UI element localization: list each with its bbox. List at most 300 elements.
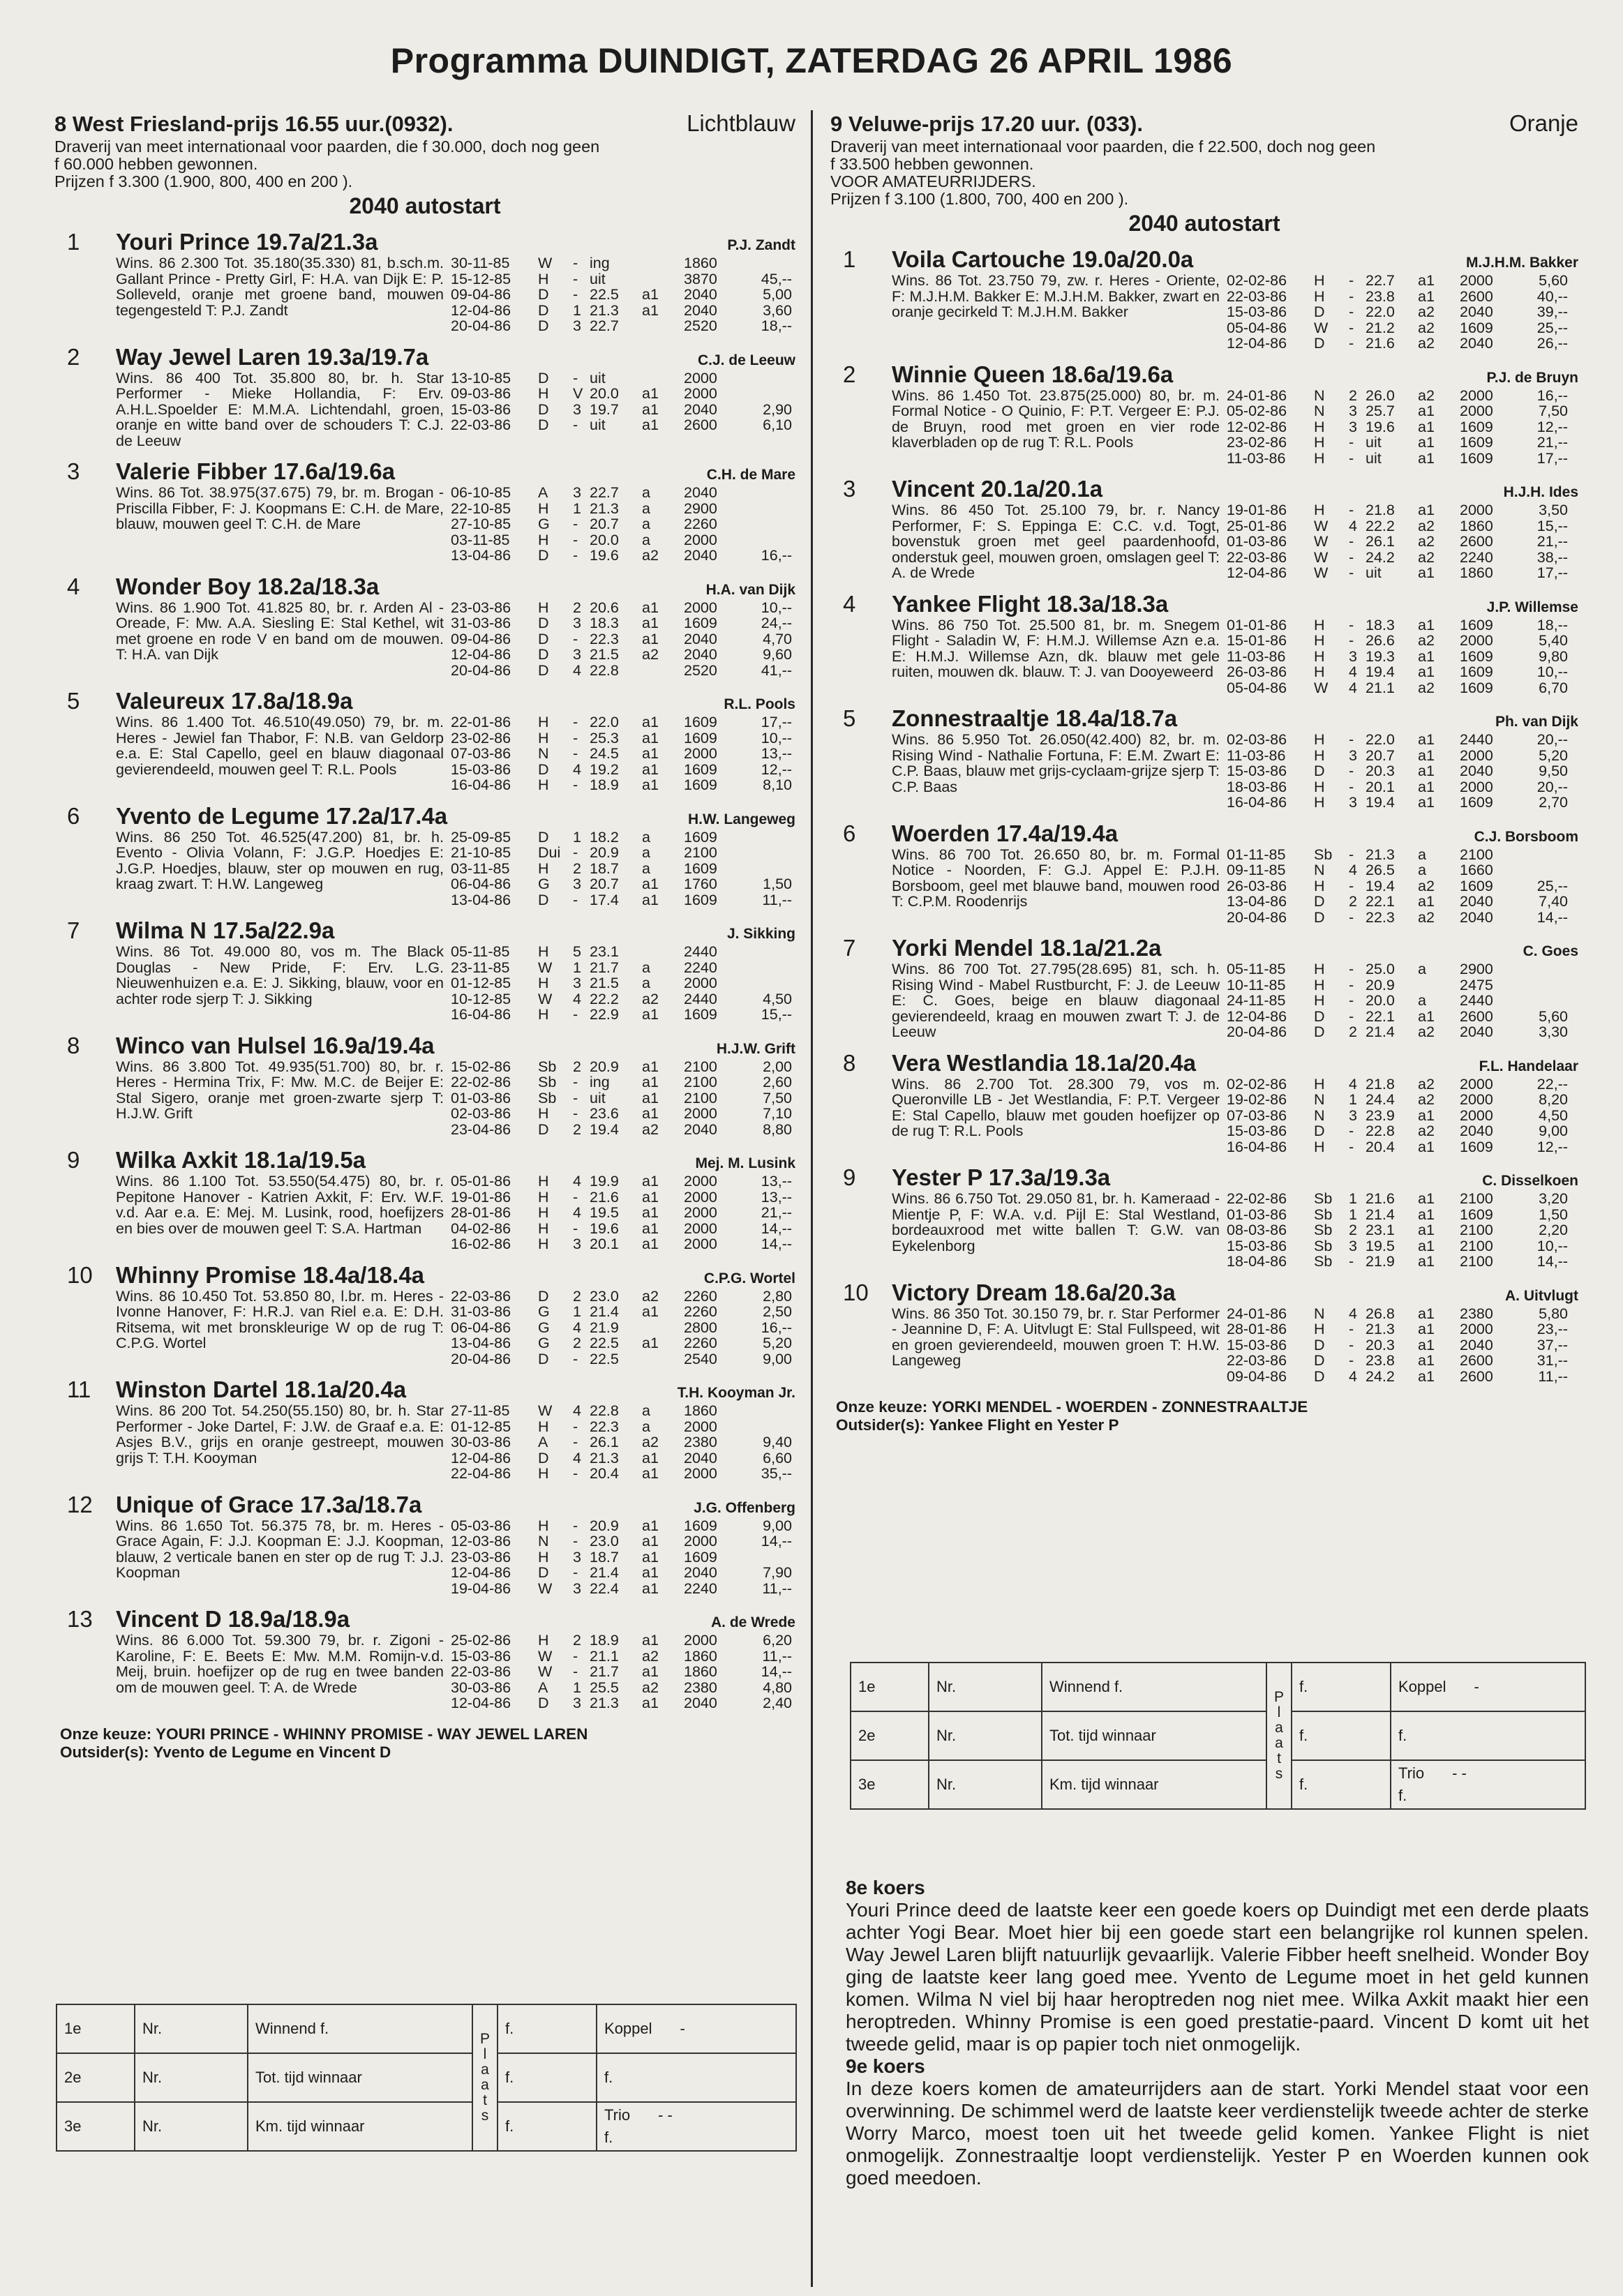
result-cell: 2040 (1460, 763, 1493, 779)
commentary (846, 1877, 1589, 2189)
race-header (830, 110, 1578, 137)
result-cell: 06-04-86 (451, 876, 511, 892)
horse-name: Way Jewel Laren 19.3a/19.7a (116, 343, 429, 370)
horse-name: Vincent D 18.9a/18.9a (116, 1606, 350, 1632)
result-cell: 7,40 (1539, 893, 1568, 910)
horse-title-row (116, 573, 795, 600)
result-cell: 21.3 (590, 1695, 619, 1711)
result-cell: a1 (642, 1105, 659, 1122)
result-cell: D (1314, 303, 1325, 320)
bet-right-cell (1391, 1663, 1585, 1711)
result-cell: 1 (573, 1303, 581, 1320)
horse-body (116, 1403, 795, 1482)
result-cell: 22.3 (590, 1418, 619, 1435)
result-cell: 2440 (684, 943, 717, 960)
horse-name: Winston Dartel 18.1a/20.4a (116, 1376, 407, 1402)
result-cell: 11-03-86 (1227, 746, 1286, 764)
result-cell: 12,-- (1536, 418, 1568, 435)
result-cell: - (1349, 1336, 1354, 1353)
result-cell: a (642, 500, 650, 517)
result-cell: 2440 (1460, 992, 1493, 1009)
result-cell: 15-03-86 (451, 400, 511, 418)
result-cell: 12,-- (1536, 1138, 1568, 1155)
horse-body (892, 1191, 1578, 1270)
result-cell: 22-03-86 (1227, 287, 1287, 305)
result-row (451, 830, 792, 846)
result-cell: D (538, 400, 549, 418)
result-row (1227, 1123, 1568, 1139)
result-cell: 10-11-85 (1227, 976, 1286, 993)
result-cell: 18.7 (590, 1548, 619, 1566)
result-cell: 20,-- (1536, 778, 1568, 795)
horse-name: Vera Westlandia 18.1a/20.4a (892, 1049, 1197, 1076)
horse-body (116, 1059, 795, 1138)
result-cell: 22.5 (590, 1335, 619, 1351)
bet-table-race-8 (56, 2004, 797, 2152)
bet-right-dash: - (1474, 1678, 1479, 1695)
result-cell: 17.4 (590, 891, 619, 908)
result-cell: - (1349, 434, 1354, 451)
result-row (1227, 1337, 1568, 1353)
result-cell: - (573, 369, 578, 387)
horse-number: 5 (67, 688, 80, 714)
result-cell: 2000 (684, 1465, 717, 1482)
bet-right-label: f. (604, 2069, 613, 2086)
result-cell: 19-01-86 (1227, 502, 1287, 518)
result-row (451, 255, 792, 271)
horse-trainer: P.J. Zandt (727, 237, 795, 253)
result-row (451, 1434, 792, 1450)
result-cell: 24-01-86 (1227, 1305, 1287, 1322)
result-cell: H (538, 500, 549, 517)
result-cell: 19.7 (590, 400, 619, 418)
result-cell: - (573, 1188, 578, 1206)
result-cell: 07-03-86 (1227, 1106, 1287, 1124)
result-cell: Sb (1314, 1237, 1333, 1254)
result-cell: - (1349, 1352, 1354, 1369)
result-cell: 20.0 (590, 531, 619, 548)
horse-title-row (116, 1606, 795, 1633)
result-cell: 02-02-86 (1227, 272, 1287, 289)
result-cell: 21.4 (590, 1564, 619, 1581)
bet-right-label: f. (1398, 1727, 1407, 1744)
result-cell: 26-03-86 (1227, 663, 1287, 680)
result-cell: 19.3 (1366, 647, 1395, 665)
result-cell: 1 (1349, 1190, 1357, 1207)
result-cell: 16-04-86 (451, 1006, 511, 1023)
horse-description: Wins. 86 6.000 Tot. 59.300 79, br. r. Zigoni - Karoline, F: E. Beets E: Mw. M.M. Romijn-v.d. Meij, bruin. hoefijzer op de rug en twee banden om de mouwen geel. T: A. de Wrede (116, 1632, 444, 1696)
horse-number: 7 (843, 935, 856, 961)
result-cell: a1 (642, 1548, 659, 1566)
result-row (1227, 534, 1568, 550)
result-cell: 3 (573, 1580, 581, 1597)
result-cell (750, 975, 792, 991)
result-cell: 2100 (684, 1074, 717, 1090)
result-cell: 15-03-86 (1227, 1336, 1287, 1353)
bet-row (57, 2102, 796, 2151)
result-cell: 4 (573, 1173, 581, 1190)
result-cell: N (1314, 1091, 1325, 1108)
result-row (451, 548, 792, 564)
horse-number: 4 (67, 573, 80, 599)
result-cell: 20.0 (1366, 992, 1395, 1009)
result-row (1227, 451, 1568, 467)
result-cell: 21.8 (1366, 502, 1395, 518)
result-cell: - (573, 1465, 578, 1482)
result-cell: D (538, 760, 549, 778)
result-cell: - (1349, 287, 1354, 305)
horse-entry (54, 1606, 795, 1711)
result-cell: W (538, 990, 553, 1007)
result-cell: 14,-- (761, 1533, 792, 1550)
result-row (451, 303, 792, 319)
result-cell: 26.1 (1366, 533, 1395, 550)
result-cell: 1860 (1460, 517, 1493, 534)
result-cell: 22.0 (590, 714, 619, 730)
result-cell: 16,-- (761, 1319, 792, 1336)
result-cell: 26.0 (1366, 387, 1395, 404)
horse-name: Winco van Hulsel 16.9a/19.4a (116, 1032, 435, 1058)
horse-number: 11 (67, 1376, 91, 1402)
result-cell: 2800 (684, 1319, 717, 1336)
result-cell: 18,-- (1536, 616, 1568, 633)
result-cell: 22.4 (590, 1580, 619, 1597)
bet-nr: Nr. (135, 2053, 248, 2102)
result-cell: - (1349, 502, 1354, 518)
result-cell: 24.4 (1366, 1091, 1395, 1108)
result-cell: Sb (1314, 846, 1333, 863)
result-cell: Sb (1314, 1222, 1333, 1238)
result-cell: 12-04-86 (451, 1695, 511, 1711)
result-cell (750, 845, 792, 861)
result-cell: W (1314, 564, 1329, 581)
horse-name: Valeureux 17.8a/18.9a (116, 688, 353, 714)
horse-trainer: C. Goes (1523, 943, 1578, 959)
horse-results (451, 485, 792, 564)
horse-title-row (892, 820, 1578, 847)
result-cell: 26.5 (1366, 862, 1395, 878)
result-cell: 4 (573, 1449, 581, 1466)
bet-trio-f: f. (1398, 1787, 1407, 1804)
horse-number: 5 (843, 705, 856, 731)
page-title: Programma DUINDIGT, ZATERDAG 26 APRIL 1986 (390, 41, 1233, 80)
result-cell: a1 (1418, 1138, 1435, 1155)
result-cell (642, 370, 684, 387)
result-cell: 1609 (1460, 616, 1493, 633)
result-row (451, 417, 792, 433)
result-cell: 20.4 (590, 1465, 619, 1482)
result-cell: 2,00 (763, 1058, 792, 1075)
result-cell: a (642, 975, 650, 991)
result-cell: 2040 (684, 646, 717, 663)
horse-name: Yester P 17.3a/19.3a (892, 1164, 1111, 1190)
result-row (1227, 664, 1568, 680)
bet-label: Tot. tijd winnaar (248, 2053, 472, 2102)
result-cell: 19.6 (1366, 418, 1395, 435)
result-cell: 18-04-86 (1227, 1253, 1287, 1270)
horse-trainer: C.H. de Mare (706, 467, 795, 483)
horse-title-row (892, 246, 1578, 273)
result-row (451, 501, 792, 517)
result-cell: a1 (1418, 893, 1435, 910)
result-cell: a2 (1418, 533, 1435, 550)
result-cell: 3 (1349, 418, 1357, 435)
result-cell: 1609 (684, 714, 717, 730)
result-cell: 22.5 (590, 286, 619, 303)
result-cell (1526, 977, 1568, 993)
result-cell: 2000 (1460, 502, 1493, 518)
result-cell: - (573, 630, 578, 647)
result-cell: 2900 (684, 500, 717, 517)
result-row (451, 271, 792, 287)
horse-trainer: C.J. de Leeuw (697, 352, 795, 368)
result-cell: a1 (642, 599, 659, 616)
result-cell: a1 (1418, 616, 1435, 633)
horse-description: Wins. 86 1.650 Tot. 56.375 78, br. m. Heres - Grace Again, F: J.J. Koopman E: J.J. Koopman, blauw, 2 verticale banen en ster op de rug T: J.J. Koopman (116, 1517, 444, 1581)
our-choice (836, 1398, 1578, 1434)
result-cell: 9,00 (763, 1350, 792, 1367)
result-cell: H (1314, 287, 1325, 305)
result-cell: 2000 (684, 1236, 717, 1252)
horse-entry (830, 476, 1578, 581)
result-cell: D (538, 630, 549, 647)
horse-number: 10 (843, 1279, 869, 1305)
result-cell: 3,60 (763, 301, 792, 319)
result-cell: a1 (1418, 1305, 1435, 1322)
horse-number: 12 (67, 1491, 93, 1517)
result-cell: 1609 (1460, 679, 1493, 696)
result-cell: 21.1 (1366, 679, 1395, 696)
horse-entry (830, 705, 1578, 811)
race-start-type: 2040 autostart (1128, 211, 1280, 236)
result-cell: a2 (1418, 303, 1435, 320)
result-cell: 3 (573, 975, 581, 991)
result-cell: 24-01-86 (1227, 387, 1287, 404)
result-cell: D (538, 1350, 549, 1367)
result-cell: a1 (1418, 272, 1435, 289)
bet-label: Km. tijd winnaar (248, 2102, 472, 2151)
result-cell: a1 (1418, 502, 1435, 518)
result-cell: uit (590, 417, 606, 433)
result-row (451, 631, 792, 647)
horse-number: 2 (843, 361, 856, 387)
result-cell: 2000 (1460, 1075, 1493, 1093)
result-cell: 2040 (1460, 1336, 1493, 1353)
result-cell: 22.3 (1366, 908, 1395, 926)
horse-title-row (892, 1050, 1578, 1076)
race-8-column (54, 110, 795, 1762)
result-cell: 22-02-86 (1227, 1190, 1287, 1207)
horse-description: Wins. 86 3.800 Tot. 49.935(51.700) 80, br. r. Heres - Hermina Trix, F: Mw. M.C. de Beijer E: Stal Sigero, oranje met groen-zwarte sjerp T: H.J.W. Grift (116, 1058, 444, 1122)
result-cell: - (1349, 877, 1354, 894)
result-cell (750, 532, 792, 548)
result-cell: 30-03-86 (451, 1679, 511, 1696)
result-cell: 12-04-86 (1227, 335, 1287, 352)
horse-entry (54, 803, 795, 908)
horse-results (1227, 961, 1568, 1040)
result-cell (750, 501, 792, 517)
result-cell (750, 1550, 792, 1566)
result-cell: 3 (573, 400, 581, 418)
result-cell: 5,60 (1539, 1007, 1568, 1025)
result-cell: a1 (642, 1465, 659, 1482)
result-cell: 1609 (1460, 877, 1493, 894)
result-cell: 2380 (684, 1434, 717, 1450)
result-cell: 3 (573, 1548, 581, 1566)
race-color: Oranje (1509, 110, 1578, 136)
bet-right-dash: - - (1452, 1764, 1467, 1782)
result-cell: 21.3 (590, 301, 619, 319)
result-cell: a1 (1418, 1222, 1435, 1238)
result-cell: 2000 (684, 1418, 717, 1435)
result-cell: 20.7 (1366, 746, 1395, 764)
result-cell: 15,-- (1536, 517, 1568, 534)
race-condition-line: Draverij van meet internationaal voor paarden, die f 30.000, doch nog geen (54, 137, 600, 156)
result-row (451, 1695, 792, 1711)
result-cell: W (1314, 679, 1329, 696)
result-cell: 1 (573, 500, 581, 517)
result-cell: 05-03-86 (451, 1517, 511, 1534)
result-cell: 12-04-86 (451, 1449, 511, 1466)
horse-trainer: J. Sikking (726, 926, 795, 942)
result-row (1227, 680, 1568, 696)
result-cell: 19.6 (590, 1220, 619, 1237)
horse-results (451, 944, 792, 1023)
result-cell: 4 (573, 661, 581, 679)
result-cell: a1 (642, 876, 659, 892)
result-cell: H (538, 729, 549, 746)
result-cell: 4,70 (763, 630, 792, 647)
bet-row (57, 2053, 796, 2102)
result-cell: 2240 (684, 1580, 717, 1597)
result-cell: a2 (642, 1287, 659, 1305)
result-cell: - (573, 1220, 578, 1237)
result-cell: H (538, 531, 549, 548)
result-cell: 22-04-86 (451, 1465, 511, 1482)
result-cell: a1 (642, 1236, 659, 1252)
result-cell: 3870 (684, 270, 717, 287)
horse-results (451, 714, 792, 793)
result-cell: 04-02-86 (451, 1220, 511, 1237)
horse-entry (830, 1050, 1578, 1155)
result-cell: - (573, 1089, 578, 1106)
result-row (451, 516, 792, 532)
result-cell: 22.7 (590, 317, 619, 334)
result-cell: a1 (642, 1058, 659, 1075)
result-row (1227, 1222, 1568, 1238)
result-cell: 25.7 (1366, 403, 1395, 419)
plaats-label: P l a a t s (1266, 1663, 1292, 1809)
result-cell: 21.5 (590, 646, 619, 663)
result-cell: 2040 (1460, 335, 1493, 352)
result-cell: H (538, 270, 549, 287)
result-cell: H (538, 776, 549, 793)
result-cell: 2 (573, 1335, 581, 1351)
result-cell: 2260 (684, 516, 717, 532)
plaats-label: P l a a t s (472, 2004, 498, 2151)
result-cell: 2 (573, 860, 581, 877)
result-cell: a1 (642, 400, 659, 418)
horse-name: Wilka Axkit 18.1a/19.5a (116, 1147, 366, 1173)
result-cell: N (538, 745, 549, 762)
result-cell: a (642, 516, 650, 532)
race-header (54, 110, 795, 137)
result-cell: 18.9 (590, 776, 619, 793)
result-cell: 22.2 (1366, 517, 1395, 534)
horse-trainer: F.L. Handelaar (1479, 1058, 1578, 1074)
result-cell: 2040 (684, 286, 717, 303)
result-row (1227, 1076, 1568, 1093)
result-cell: 1609 (684, 615, 717, 631)
horse-results (1227, 1306, 1568, 1385)
result-cell: 20.9 (1366, 976, 1395, 993)
result-cell: 23.0 (590, 1533, 619, 1550)
bet-table-race-9 (850, 1662, 1586, 1810)
race-color: Lichtblauw (687, 110, 795, 136)
result-row (451, 1236, 792, 1252)
horse-title-row (892, 476, 1578, 502)
result-row (1227, 273, 1568, 289)
result-cell (750, 960, 792, 976)
result-cell: 1609 (1460, 434, 1493, 451)
result-cell: V (573, 385, 583, 402)
result-cell: a1 (1418, 418, 1435, 435)
result-row (451, 1550, 792, 1566)
result-cell: 3 (1349, 746, 1357, 764)
result-cell: 21.2 (1366, 319, 1395, 336)
result-cell: 11,-- (762, 1580, 792, 1597)
bet-right-label: Koppel (1398, 1678, 1446, 1695)
result-cell: a1 (1418, 564, 1435, 581)
result-cell: 01-03-86 (1227, 1206, 1287, 1223)
result-cell: 2040 (1460, 908, 1493, 926)
result-cell: - (1349, 846, 1354, 863)
result-cell: 6,70 (1539, 679, 1568, 696)
horse-body (892, 732, 1578, 811)
result-cell: 4 (573, 1319, 581, 1336)
horse-results (451, 370, 792, 449)
result-cell: 4 (1349, 517, 1357, 534)
result-cell: - (1349, 533, 1354, 550)
horse-body (116, 1173, 795, 1252)
result-cell: 4 (1349, 862, 1357, 878)
horse-title-row (116, 1147, 795, 1173)
result-cell: 25,-- (1536, 319, 1568, 336)
horse-body (116, 600, 795, 679)
horse-description: Wins. 86 250 Tot. 46.525(47.200) 81, br. h. Evento - Olivia Volann, F: J.G.P. Hoedjes E: J.G.P. Hoedjes, blauw, ster op mouwen en rug, kraag zwart. T: H.W. Langeweg (116, 828, 444, 892)
result-cell: 14,-- (761, 1220, 792, 1237)
result-cell: Sb (1314, 1190, 1333, 1207)
result-cell: 21,-- (1536, 533, 1568, 550)
result-cell: D (538, 286, 549, 303)
result-cell: 2000 (684, 1632, 717, 1649)
result-row (451, 1190, 792, 1206)
bet-plaats-f: f. (1292, 1663, 1391, 1711)
result-cell: 7,10 (763, 1105, 792, 1122)
result-cell: 19.6 (590, 547, 619, 564)
result-cell: a1 (642, 1564, 659, 1581)
result-row (1227, 502, 1568, 518)
bet-nr: Nr. (929, 1711, 1042, 1760)
result-cell: 1609 (1460, 418, 1493, 435)
result-cell: a1 (642, 1204, 659, 1221)
result-cell: H (1314, 616, 1325, 633)
result-cell: 2540 (684, 1350, 717, 1367)
result-cell: 23.8 (1366, 1352, 1395, 1369)
horse-title-row (892, 591, 1578, 617)
horse-results (451, 1518, 792, 1597)
result-cell: 22.5 (590, 1350, 619, 1367)
